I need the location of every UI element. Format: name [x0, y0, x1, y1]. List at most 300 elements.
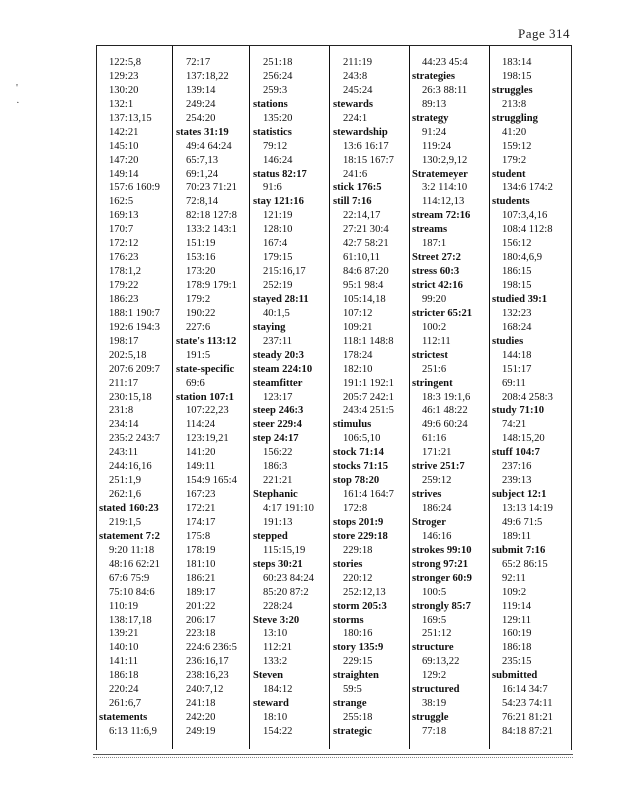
index-locator: 211:17 — [109, 377, 139, 389]
index-term: store 229:18 — [333, 530, 388, 542]
index-locator: 147:20 — [109, 154, 139, 166]
index-locator: 240:7,12 — [186, 684, 224, 696]
index-locator: 69:13,22 — [422, 656, 460, 668]
index-locator: 173:20 — [186, 266, 216, 278]
index-term: stations — [253, 98, 288, 110]
index-column-6 — [492, 56, 568, 739]
index-locator: 134:6 174:2 — [502, 182, 553, 194]
index-term: steps 30:21 — [253, 558, 303, 570]
index-column-2 — [176, 56, 248, 739]
index-locator: 100:5 — [422, 586, 447, 598]
index-locator: 123:17 — [263, 391, 293, 403]
index-term: steam 224:10 — [253, 363, 313, 375]
index-locator: 122:5,8 — [109, 57, 142, 68]
index-locator: 172:8 — [343, 503, 368, 514]
column-divider — [329, 46, 330, 749]
index-term: station 107:1 — [176, 391, 234, 403]
index-locator: 112:21 — [263, 642, 293, 654]
index-locator: 133:2 — [263, 656, 288, 668]
index-locator: 49:4 64:24 — [186, 140, 232, 152]
index-locator: 178:24 — [343, 349, 373, 361]
index-locator: 89:13 — [422, 98, 447, 110]
index-term: stay 121:16 — [253, 196, 304, 208]
index-locator: 187:1 — [422, 238, 447, 250]
index-locator: 13:10 — [263, 628, 288, 640]
index-locator: 141:11 — [109, 656, 139, 668]
index-locator: 42:7 58:21 — [343, 238, 389, 250]
index-locator: 48:16 62:21 — [109, 558, 160, 570]
index-term: submit 7:16 — [492, 544, 546, 556]
index-term: steward — [253, 698, 289, 710]
index-term: stick 176:5 — [333, 182, 382, 194]
index-locator: 26:3 88:11 — [422, 84, 468, 96]
index-locator: 230:15,18 — [109, 391, 152, 403]
index-locator: 106:5,10 — [343, 433, 381, 445]
index-locator: 178:1,2 — [109, 266, 142, 278]
index-locator: 179:2 — [502, 154, 527, 166]
column-divider — [249, 46, 250, 749]
index-locator: 198:15 — [502, 70, 532, 82]
index-term: Stroger — [412, 516, 446, 528]
index-term: strange — [333, 698, 367, 710]
index-term: stories — [333, 558, 363, 570]
index-term: still 7:16 — [333, 196, 372, 208]
margin-mark: ' — [16, 82, 18, 94]
index-locator: 146:24 — [263, 154, 293, 166]
index-locator: 169:5 — [422, 614, 447, 626]
index-locator: 77:18 — [422, 726, 447, 737]
index-locator: 18:15 167:7 — [343, 154, 394, 166]
index-locator: 243:11 — [109, 447, 139, 459]
index-locator: 175:8 — [186, 530, 211, 542]
index-locator: 129:11 — [502, 614, 532, 626]
index-locator: 18:10 — [263, 712, 288, 724]
index-locator: 13:6 16:17 — [343, 140, 389, 152]
index-locator: 144:18 — [502, 349, 532, 361]
index-locator: 170:7 — [109, 224, 134, 236]
index-term: structured — [412, 684, 460, 696]
index-locator: 198:15 — [502, 280, 532, 291]
index-term: strictest — [412, 349, 448, 361]
index-term: straighten — [333, 670, 379, 682]
index-locator: 186:15 — [502, 266, 532, 278]
index-term: strategies — [412, 70, 455, 82]
index-locator: 118:1 148:8 — [343, 335, 394, 347]
index-term: study 71:10 — [492, 405, 545, 417]
index-term: stewardship — [333, 126, 388, 138]
index-locator: 219:1,5 — [109, 516, 142, 528]
index-locator: 154:9 165:4 — [186, 475, 237, 487]
index-term: story 135:9 — [333, 642, 384, 654]
index-locator: 69:1,24 — [186, 168, 219, 180]
index-locator: 160:19 — [502, 628, 532, 640]
index-locator: 85:20 87:2 — [263, 586, 309, 598]
index-locator: 208:4 258:3 — [502, 391, 553, 403]
index-locator: 13:13 14:19 — [502, 503, 553, 514]
index-locator: 112:11 — [422, 335, 451, 347]
index-term: stepped — [253, 530, 288, 542]
index-term: storms — [333, 614, 364, 626]
index-locator: 138:17,18 — [109, 614, 152, 626]
index-term: strategy — [412, 112, 449, 124]
index-locator: 235:15 — [502, 656, 532, 668]
index-column-4 — [333, 56, 408, 739]
index-locator: 151:17 — [502, 363, 532, 375]
index-locator: 91:6 — [263, 182, 282, 194]
index-term: Steve 3:20 — [253, 614, 300, 626]
index-locator: 145:10 — [109, 140, 139, 152]
index-term: Stratemeyer — [412, 168, 468, 180]
index-locator: 243:8 — [343, 70, 368, 82]
index-term: status 82:17 — [253, 168, 307, 180]
index-locator: 180:16 — [343, 628, 373, 640]
index-locator: 70:23 71:21 — [186, 182, 237, 194]
index-locator: 61:10,11 — [343, 252, 380, 264]
index-locator: 229:15 — [343, 656, 373, 668]
index-locator: 149:11 — [186, 461, 216, 473]
index-locator: 235:2 243:7 — [109, 433, 160, 445]
index-locator: 137:13,15 — [109, 112, 152, 124]
index-locator: 137:18,22 — [186, 70, 229, 82]
index-locator: 174:17 — [186, 516, 216, 528]
index-term: steady 20:3 — [253, 349, 304, 361]
index-locator: 135:20 — [263, 112, 293, 124]
index-locator: 211:19 — [343, 57, 373, 68]
index-column-3 — [253, 56, 328, 739]
index-locator: 191:5 — [186, 349, 211, 361]
index-locator: 61:16 — [422, 433, 447, 445]
index-term: strongly 85:7 — [412, 600, 471, 612]
index-term: streams — [412, 224, 448, 236]
index-term: steer 229:4 — [253, 419, 302, 431]
index-locator: 140:10 — [109, 642, 139, 654]
index-locator: 107:3,4,16 — [502, 210, 548, 222]
index-locator: 109:2 — [502, 586, 527, 598]
index-locator: 259:3 — [263, 84, 288, 96]
index-locator: 201:22 — [186, 600, 216, 612]
index-locator: 227:6 — [186, 321, 211, 333]
index-locator: 207:6 209:7 — [109, 363, 160, 375]
index-locator: 69:11 — [502, 377, 526, 389]
index-locator: 121:19 — [263, 210, 293, 222]
index-locator: 245:24 — [343, 84, 373, 96]
index-locator: 186:21 — [186, 572, 216, 584]
index-locator: 22:14,17 — [343, 210, 381, 222]
index-locator: 41:20 — [502, 126, 527, 138]
index-term: student — [492, 168, 526, 180]
index-locator: 182:10 — [343, 363, 373, 375]
index-locator: 38:19 — [422, 698, 447, 710]
index-term: staying — [253, 321, 286, 333]
index-locator: 100:2 — [422, 321, 447, 333]
index-locator: 221:21 — [263, 475, 293, 487]
index-locator: 139:21 — [109, 628, 139, 640]
index-locator: 172:21 — [186, 503, 216, 514]
index-locator: 157:6 160:9 — [109, 182, 160, 194]
index-locator: 236:16,17 — [186, 656, 229, 668]
index-term: state's 113:12 — [176, 335, 237, 347]
index-locator: 162:5 — [109, 196, 134, 208]
index-locator: 65:7,13 — [186, 154, 219, 166]
index-term: studied 39:1 — [492, 293, 548, 305]
index-term: strategic — [333, 726, 372, 737]
index-locator: 44:23 45:4 — [422, 57, 468, 68]
index-locator: 132:1 — [109, 98, 134, 110]
index-locator: 49:6 60:24 — [422, 419, 468, 431]
index-locator: 18:3 19:1,6 — [422, 391, 471, 403]
index-locator: 59:5 — [343, 684, 362, 696]
index-term: stringent — [412, 377, 453, 389]
index-column-1 — [99, 56, 171, 739]
index-locator: 148:15,20 — [502, 433, 545, 445]
index-locator: 149:14 — [109, 168, 139, 180]
index-locator: 130:20 — [109, 84, 139, 96]
index-column-5 — [412, 56, 488, 739]
index-term: strive 251:7 — [412, 461, 465, 473]
index-locator: 84:6 87:20 — [343, 266, 389, 278]
index-locator: 259:12 — [422, 475, 452, 487]
index-locator: 220:24 — [109, 684, 139, 696]
index-locator: 69:6 — [186, 377, 205, 389]
index-locator: 151:19 — [186, 238, 216, 250]
index-locator: 159:12 — [502, 140, 532, 152]
index-locator: 256:24 — [263, 70, 293, 82]
index-locator: 129:2 — [422, 670, 447, 682]
index-locator: 198:17 — [109, 335, 139, 347]
index-locator: 169:13 — [109, 210, 139, 222]
index-locator: 189:11 — [502, 530, 532, 542]
index-locator: 141:20 — [186, 447, 216, 459]
index-term: stops 201:9 — [333, 516, 384, 528]
index-locator: 213:8 — [502, 98, 527, 110]
index-term: struggles — [492, 84, 533, 96]
footer-rule — [93, 754, 573, 755]
index-locator: 4:17 191:10 — [263, 503, 314, 514]
index-term: stock 71:14 — [333, 447, 384, 459]
index-locator: 179:22 — [109, 280, 139, 291]
index-locator: 229:18 — [343, 544, 373, 556]
index-term: stayed 28:11 — [253, 293, 309, 305]
index-locator: 114:24 — [186, 419, 216, 431]
index-locator: 142:21 — [109, 126, 139, 138]
index-term: students — [492, 196, 530, 208]
index-locator: 241:18 — [186, 698, 216, 710]
index-locator: 49:6 71:5 — [502, 516, 543, 528]
index-locator: 132:23 — [502, 307, 532, 319]
index-term: Stephanic — [253, 489, 298, 501]
index-locator: 119:24 — [422, 140, 452, 152]
index-locator: 223:18 — [186, 628, 216, 640]
index-term: steamfitter — [253, 377, 303, 389]
index-locator: 255:18 — [343, 712, 373, 724]
index-locator: 115:15,19 — [263, 544, 306, 556]
index-locator: 261:6,7 — [109, 698, 142, 710]
index-locator: 107:12 — [343, 307, 373, 319]
index-term: stewards — [333, 98, 374, 110]
index-locator: 40:1,5 — [263, 307, 290, 319]
index-term: statement 7:2 — [99, 530, 160, 542]
index-locator: 243:4 251:5 — [343, 405, 394, 417]
index-locator: 242:20 — [186, 712, 216, 724]
index-locator: 186:18 — [502, 642, 532, 654]
index-locator: 231:8 — [109, 405, 134, 417]
index-locator: 171:21 — [422, 447, 452, 459]
index-locator: 191:1 192:1 — [343, 377, 394, 389]
index-locator: 215:16,17 — [263, 266, 306, 278]
index-locator: 224:1 — [343, 112, 368, 124]
page-number: Page 314 — [517, 26, 570, 41]
index-locator: 180:4,6,9 — [502, 252, 543, 264]
index-term: statistics — [253, 126, 292, 138]
index-locator: 46:1 48:22 — [422, 405, 468, 417]
index-term: stop 78:20 — [333, 475, 380, 487]
index-term: steep 246:3 — [253, 405, 304, 417]
index-locator: 9:20 11:18 — [109, 544, 155, 556]
index-term: state-specific — [176, 363, 235, 375]
index-locator: 6:13 11:6,9 — [109, 726, 157, 737]
index-locator: 82:18 127:8 — [186, 210, 237, 222]
index-locator: 202:5,18 — [109, 349, 147, 361]
index-locator: 262:1,6 — [109, 489, 142, 501]
index-locator: 191:13 — [263, 516, 293, 528]
index-locator: 181:10 — [186, 558, 216, 570]
index-locator: 251:6 — [422, 363, 447, 375]
index-locator: 72:8,14 — [186, 196, 219, 208]
index-locator: 168:24 — [502, 321, 532, 333]
index-term: strokes 99:10 — [412, 544, 472, 556]
index-locator: 107:22,23 — [186, 405, 229, 417]
index-locator: 206:17 — [186, 614, 216, 626]
index-locator: 237:16 — [502, 461, 532, 473]
index-locator: 237:11 — [263, 335, 293, 347]
index-locator: 65:2 86:15 — [502, 558, 548, 570]
index-term: stress 60:3 — [412, 266, 460, 278]
index-locator: 84:18 87:21 — [502, 726, 553, 737]
index-locator: 161:4 164:7 — [343, 489, 394, 501]
index-locator: 3:2 114:10 — [422, 182, 468, 194]
index-locator: 238:16,23 — [186, 670, 229, 682]
index-locator: 186:18 — [109, 670, 139, 682]
index-locator: 91:24 — [422, 126, 447, 138]
index-locator: 99:20 — [422, 293, 447, 305]
index-term: states 31:19 — [176, 126, 229, 138]
index-locator: 220:12 — [343, 572, 373, 584]
column-divider — [172, 46, 173, 749]
index-locator: 167:4 — [263, 238, 288, 250]
index-locator: 119:14 — [502, 600, 532, 612]
index-locator: 108:4 112:8 — [502, 224, 553, 236]
index-locator: 254:20 — [186, 112, 216, 124]
index-locator: 60:23 84:24 — [263, 572, 314, 584]
column-divider — [409, 46, 410, 749]
index-locator: 105:14,18 — [343, 293, 386, 305]
index-locator: 95:1 98:4 — [343, 280, 384, 291]
index-locator: 123:19,21 — [186, 433, 229, 445]
index-locator: 186:3 — [263, 461, 288, 473]
index-locator: 130:2,9,12 — [422, 154, 468, 166]
index-locator: 252:19 — [263, 280, 293, 291]
index-term: step 24:17 — [253, 433, 299, 445]
index-term: strong 97:21 — [412, 558, 469, 570]
index-term: structure — [412, 642, 454, 654]
index-term: Steven — [253, 670, 284, 682]
index-locator: 241:6 — [343, 168, 368, 180]
index-term: stocks 71:15 — [333, 461, 389, 473]
index-term: Street 27:2 — [412, 252, 461, 264]
index-locator: 192:6 194:3 — [109, 321, 160, 333]
index-locator: 239:13 — [502, 475, 532, 487]
index-term: stronger 60:9 — [412, 572, 472, 584]
index-locator: 109:21 — [343, 321, 373, 333]
index-locator: 183:14 — [502, 57, 532, 68]
index-locator: 128:10 — [263, 224, 293, 236]
index-locator: 249:24 — [186, 98, 216, 110]
index-term: storm 205:3 — [333, 600, 387, 612]
index-locator: 188:1 190:7 — [109, 307, 160, 319]
index-term: statements — [99, 712, 148, 724]
index-locator: 186:23 — [109, 293, 139, 305]
index-locator: 75:10 84:6 — [109, 586, 155, 598]
index-term: strict 42:16 — [412, 280, 463, 291]
index-locator: 178:9 179:1 — [186, 280, 237, 291]
column-divider — [489, 46, 490, 749]
index-locator: 76:21 81:21 — [502, 712, 553, 724]
index-term: stated 160:23 — [99, 503, 159, 514]
index-locator: 224:6 236:5 — [186, 642, 237, 654]
index-term: subject 12:1 — [492, 489, 547, 501]
index-locator: 172:12 — [109, 238, 139, 250]
footer-rule — [93, 757, 573, 758]
index-locator: 16:14 34:7 — [502, 684, 548, 696]
index-term: strives — [412, 489, 442, 501]
index-locator: 139:14 — [186, 84, 216, 96]
index-locator: 178:19 — [186, 544, 216, 556]
index-locator: 133:2 143:1 — [186, 224, 237, 236]
index-locator: 156:12 — [502, 238, 532, 250]
index-locator: 154:22 — [263, 726, 293, 737]
index-term: struggling — [492, 112, 538, 124]
index-locator: 67:6 75:9 — [109, 572, 150, 584]
index-term: stuff 104:7 — [492, 447, 540, 459]
index-locator: 189:17 — [186, 586, 216, 598]
index-term: stricter 65:21 — [412, 307, 473, 319]
index-locator: 129:23 — [109, 70, 139, 82]
index-locator: 184:12 — [263, 684, 293, 696]
index-term: submitted — [492, 670, 538, 682]
index-term: studies — [492, 335, 524, 347]
index-locator: 179:2 — [186, 293, 211, 305]
index-locator: 234:14 — [109, 419, 139, 431]
index-locator: 153:16 — [186, 252, 216, 264]
index-locator: 74:21 — [502, 419, 527, 431]
index-locator: 251:12 — [422, 628, 452, 640]
index-locator: 249:19 — [186, 726, 216, 737]
index-locator: 156:22 — [263, 447, 293, 459]
index-locator: 186:24 — [422, 503, 452, 514]
index-locator: 205:7 242:1 — [343, 391, 394, 403]
index-locator: 251:18 — [263, 57, 293, 68]
index-term: stream 72:16 — [412, 210, 471, 222]
index-locator: 190:22 — [186, 307, 216, 319]
index-locator: 72:17 — [186, 57, 211, 68]
index-locator: 251:1,9 — [109, 475, 142, 487]
index-locator: 54:23 74:11 — [502, 698, 553, 710]
index-locator: 252:12,13 — [343, 586, 386, 598]
margin-mark: · — [16, 97, 20, 109]
index-locator: 110:19 — [109, 600, 139, 612]
index-locator: 27:21 30:4 — [343, 224, 389, 236]
index-locator: 79:12 — [263, 140, 288, 152]
